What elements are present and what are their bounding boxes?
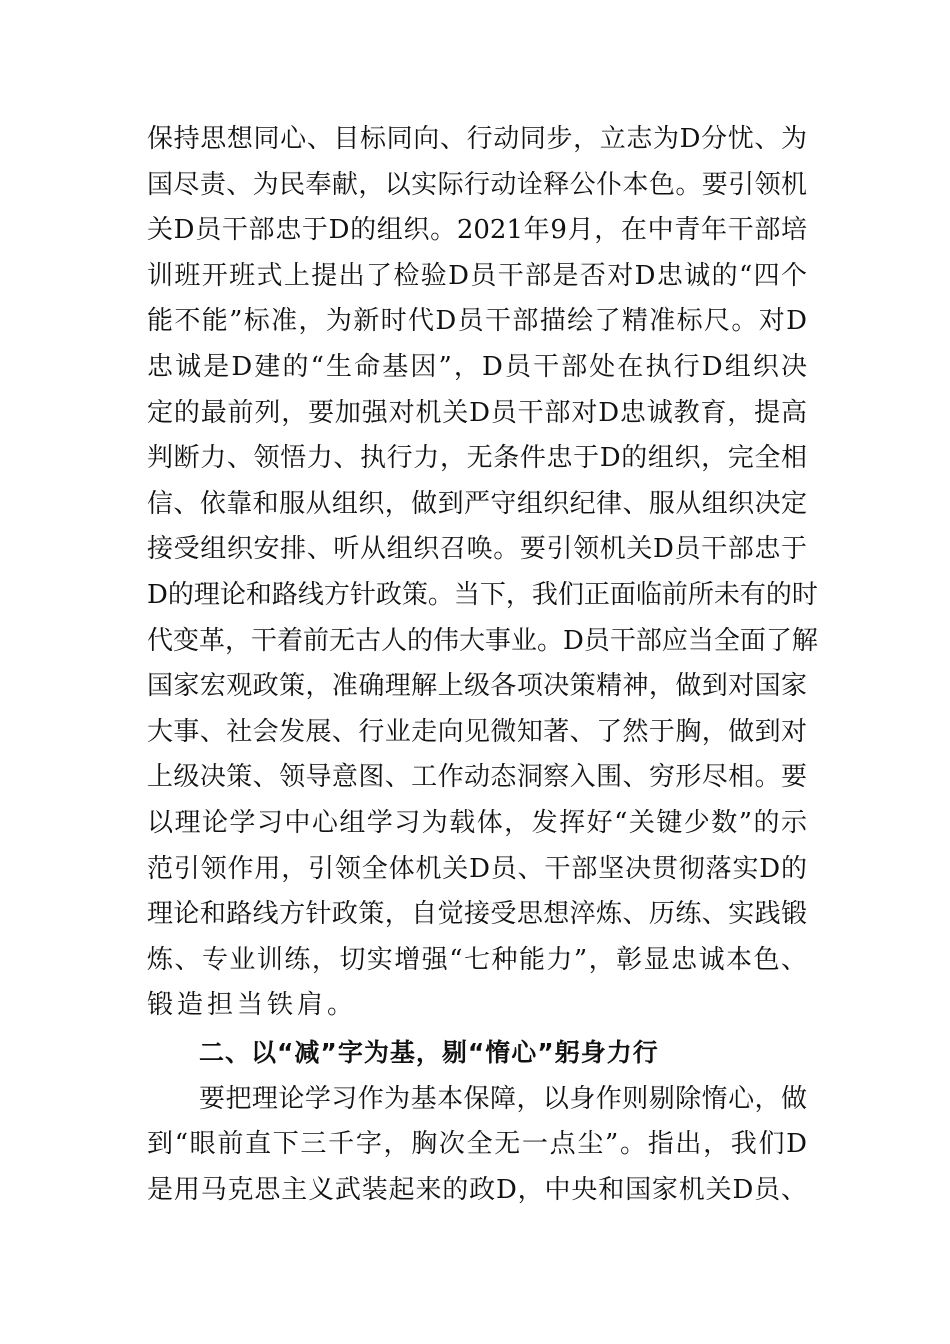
section-heading: 二、以“减”字为基，剔“惰心”躬身力行 — [199, 1038, 659, 1067]
text-line: 接受组织安排、听从组织召唤。要引领机关D员干部忠于 — [147, 534, 807, 565]
text-line: 大事、社会发展、行业走向见微知著、了然于胸，做到对 — [147, 716, 807, 747]
text-line: 国尽责、为民奉献，以实际行动诠释公仆本色。要引领机 — [147, 169, 807, 200]
text-line: 关D员干部忠于D的组织。2021年9月，在中青年干部培 — [147, 215, 807, 246]
text-line: 理论和路线方针政策，自觉接受思想淬炼、历练、实践锻 — [147, 899, 807, 930]
text-line: 保持思想同心、目标同向、行动同步，立志为D分忧、为 — [147, 124, 807, 154]
text-line: 判断力、领悟力、执行力，无条件忠于D的组织，完全相 — [147, 443, 807, 474]
text-line: 能不能”标准，为新时代D员干部描绘了精准标尺。对D — [147, 306, 807, 337]
text-line: 上级决策、领导意图、工作动态洞察入围、穷形尽相。要 — [147, 762, 807, 793]
text-line: 要把理论学习作为基本保障，以身作则剔除惰心，做 — [199, 1083, 807, 1114]
text-line: D的理论和路线方针政策。当下，我们正面临前所未有的时 — [147, 580, 818, 610]
text-line: 信、依靠和服从组织，做到严守组织纪律、服从组织决定 — [147, 488, 807, 519]
text-line: 范引领作用，引领全体机关D员、干部坚决贯彻落实D的 — [147, 853, 807, 884]
text-line: 到“眼前直下三千字，胸次全无一点尘”。指出，我们D — [147, 1129, 807, 1160]
text-line: 是用马克思主义武装起来的政D，中央和国家机关D员、 — [147, 1174, 807, 1205]
text-line: 以理论学习中心组学习为载体，发挥好“关键少数”的示 — [147, 808, 807, 838]
text-line: 国家宏观政策，准确理解上级各项决策精神，做到对国家 — [147, 671, 807, 702]
text-line: 代变革，干着前无古人的伟大事业。D员干部应当全面了解 — [147, 625, 818, 656]
text-line: 忠诚是D建的“生命基因”，D员干部处在执行D组织决 — [147, 352, 807, 382]
text-line: 锻造担当铁肩。 — [147, 990, 358, 1021]
text-line: 炼、专业训练，切实增强“七种能力”，彰显忠诚本色、 — [147, 944, 807, 975]
text-line: 训班开班式上提出了检验D员干部是否对D忠诚的“四个 — [147, 260, 807, 291]
text-line: 定的最前列，要加强对机关D员干部对D忠诚教育，提高 — [147, 397, 807, 428]
